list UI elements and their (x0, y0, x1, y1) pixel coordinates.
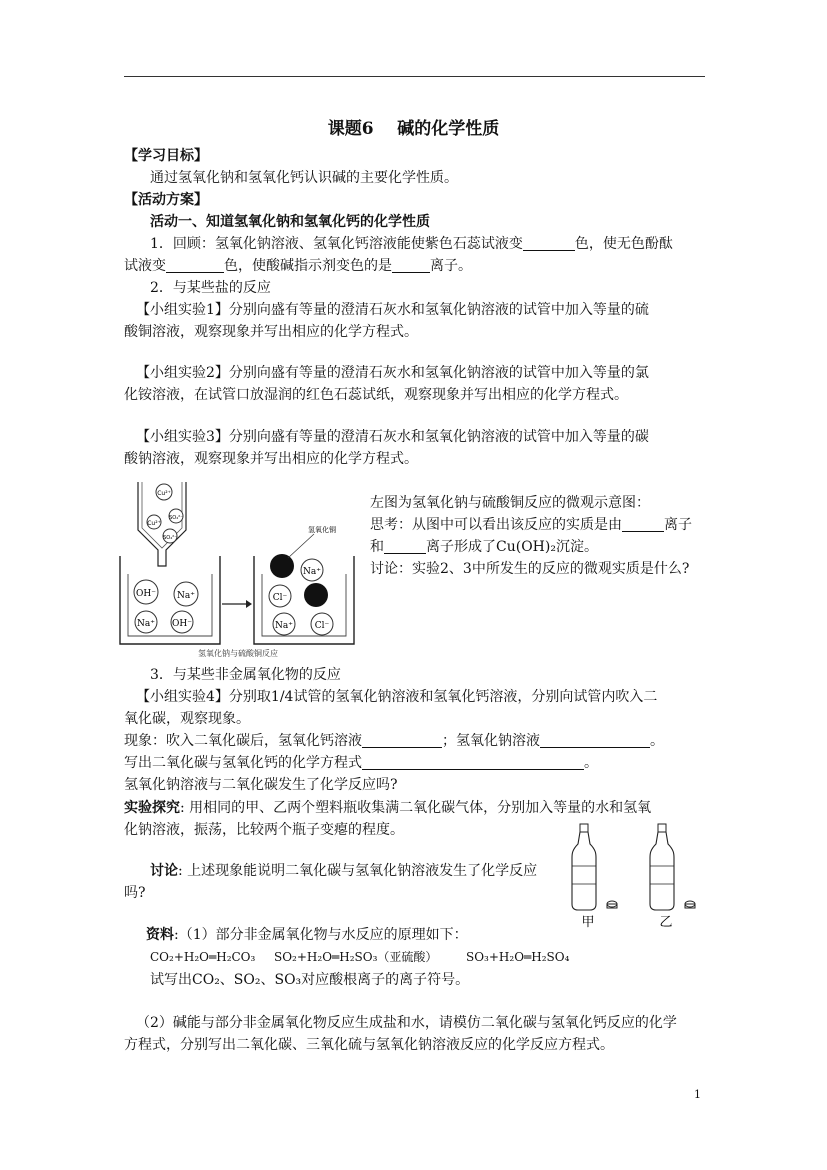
question-3-heading: 3．与某些非金属氧化物的反应 (150, 667, 341, 683)
figure-description: 左图为氢氧化钠与硫酸铜反应的微观示意图： (370, 495, 650, 511)
discussion-2-line-2: 吗? (124, 885, 146, 901)
question-1-line-2 (124, 255, 472, 277)
think-line-2 (370, 536, 598, 558)
ion-label: Na⁺ (303, 567, 321, 577)
phenomenon-text-c: 。 (650, 733, 664, 749)
reaction-question: 氢氧化钠溶液与二氧化碳发生了化学反应吗? (124, 777, 398, 793)
answer-blank[interactable] (166, 258, 224, 273)
ion-label: Cl⁻ (314, 621, 330, 631)
material-line-4: 方程式，分别写出二氧化碳、三氧化硫与氢氧化钠溶液反应的化学反应方程式。 (124, 1037, 614, 1053)
ion-label: OH⁻ (172, 619, 192, 629)
header-rule (124, 76, 705, 77)
discussion-2-label: 讨论 (150, 863, 178, 879)
bottle-icon (650, 824, 695, 910)
ion-label: Na⁺ (137, 619, 155, 629)
experiment-1-line-1: 【小组实验1】分别向盛有等量的澄清石灰水和氢氧化钠溶液的试管中加入等量的硫 (136, 302, 649, 318)
explore-line-1 (124, 797, 651, 819)
equation-3: SO₃+H₂O═H₂SO₄ (466, 950, 570, 964)
experiment-3-line-1: 【小组实验3】分别向盛有等量的澄清石灰水和氢氧化钠溶液的试管中加入等量的碳 (136, 429, 649, 445)
ion-label: Cu²⁺ (157, 490, 171, 497)
ion-label: OH⁻ (136, 589, 156, 599)
think-text-b: 离子 (664, 517, 692, 533)
experiment-2-line-2: 化铵溶液，在试管口放湿润的红色石蕊试纸，观察现象并写出相应的化学方程式。 (124, 387, 628, 403)
reaction-micro-diagram (118, 478, 368, 660)
figure-caption: 氢氧化钠与硫酸铜反应 (198, 649, 278, 658)
q1-text-b: 色，使无色酚酞 (574, 236, 673, 252)
precipitate-label: 氢氧化铜 (308, 526, 336, 534)
beaker-right (254, 525, 354, 644)
write-equation-end: 。 (584, 755, 598, 771)
ion-label: Cl⁻ (272, 593, 288, 603)
bottles-figure (566, 822, 706, 930)
material-label: 资料 (146, 927, 174, 943)
ion-label: Cu²⁺ (147, 520, 161, 527)
question-2-heading: 2．与某些盐的反应 (150, 280, 271, 296)
section-activity-plan: 【活动方案】 (124, 192, 208, 208)
q1-text-a: 1．回顾：氢氧化钠溶液、氢氧化钙溶液能使紫色石蕊试液变 (150, 236, 523, 252)
material-line-2: 试写出CO₂、SO₂、SO₃对应酸根离子的离子符号。 (150, 972, 470, 988)
material-text-a: :（1）部分非金属氧化物与水反应的原理如下： (174, 927, 468, 943)
section-learning-goal: 【学习目标】 (124, 148, 208, 164)
bottle-label-yi: 乙 (659, 915, 673, 930)
q1-text-e: 离子。 (430, 258, 472, 274)
answer-blank[interactable] (392, 258, 430, 273)
think-text-d: 离子形成了Cu(OH)₂沉淀。 (426, 539, 598, 555)
discussion-2-text-a: : 上述现象能说明二氧化碳与氢氧化钠溶液发生了化学反应 (178, 863, 538, 879)
q1-text-c: 试液变 (124, 258, 166, 274)
discussion-2-line-1 (150, 860, 537, 882)
equation-1: CO₂+H₂O═H₂CO₃ (150, 950, 256, 964)
experiment-1-line-2: 酸铜溶液，观察现象并写出相应的化学方程式。 (124, 324, 418, 340)
equation-2: SO₂+H₂O═H₂SO₃（亚硫酸） (274, 950, 438, 964)
page-title: 课题6 碱的化学性质 (327, 119, 500, 139)
think-text-c: 和 (370, 539, 384, 555)
explore-line-2: 化钠溶液，振荡，比较两个瓶子变瘪的程度。 (124, 822, 404, 838)
ion-label: Na⁺ (275, 621, 293, 631)
answer-blank[interactable] (622, 517, 664, 532)
answer-blank[interactable] (362, 733, 442, 748)
material-line-1 (146, 924, 468, 946)
answer-blank[interactable] (523, 236, 575, 251)
phenomenon-text-b: ；氢氧化钠溶液 (442, 733, 540, 749)
bottle-icon (572, 824, 617, 910)
explore-text-a: : 用相同的甲、乙两个塑料瓶收集满二氧化碳气体，分别加入等量的水和氢氧 (180, 800, 652, 816)
ion-label: SO₄²⁻ (169, 515, 183, 521)
material-line-3: （2）碱能与部分非金属氧化物反应生成盐和水，请模仿二氧化碳与氢氧化钙反应的化学 (136, 1015, 677, 1031)
think-line-1 (370, 514, 692, 536)
activity-one-heading: 活动一、知道氢氧化钠和氢氧化钙的化学性质 (150, 214, 430, 230)
beaker-left (120, 556, 220, 644)
goal-text: 通过氢氧化钠和氢氧化钙认识碱的主要化学性质。 (150, 170, 458, 186)
q1-text-d: 色，使酸碱指示剂变色的是 (224, 258, 392, 274)
answer-blank[interactable] (540, 733, 650, 748)
phenomenon-line (124, 730, 664, 752)
page-number: 1 (694, 1088, 701, 1101)
ion-label: SO₄²⁻ (163, 535, 177, 541)
write-equation-line (124, 752, 598, 774)
answer-blank[interactable] (384, 539, 426, 554)
arrow-icon (222, 600, 252, 608)
discussion-1: 讨论：实验2、3中所发生的反应的微观实质是什么? (370, 561, 690, 577)
think-text-a: 思考：从图中可以看出该反应的实质是由 (370, 517, 622, 533)
experiment-2-line-1: 【小组实验2】分别向盛有等量的澄清石灰水和氢氧化钠溶液的试管中加入等量的氯 (136, 365, 649, 381)
ion-label: Na⁺ (177, 591, 195, 601)
write-equation-text: 写出二氧化碳与氢氧化钙的化学方程式 (124, 755, 362, 771)
dropper (138, 482, 186, 566)
answer-blank[interactable] (362, 755, 584, 770)
phenomenon-text-a: 现象：吹入二氧化碳后，氢氧化钙溶液 (124, 733, 362, 749)
question-1-line-1 (150, 233, 673, 255)
experiment-4-line-2: 氧化碳，观察现象。 (124, 711, 250, 727)
explore-label: 实验探究 (124, 800, 180, 816)
bottle-label-jia: 甲 (581, 915, 595, 930)
experiment-4-line-1: 【小组实验4】分别取1/4试管的氢氧化钠溶液和氢氧化钙溶液，分别向试管内吹入二 (136, 689, 658, 705)
experiment-3-line-2: 酸钠溶液，观察现象并写出相应的化学方程式。 (124, 451, 418, 467)
